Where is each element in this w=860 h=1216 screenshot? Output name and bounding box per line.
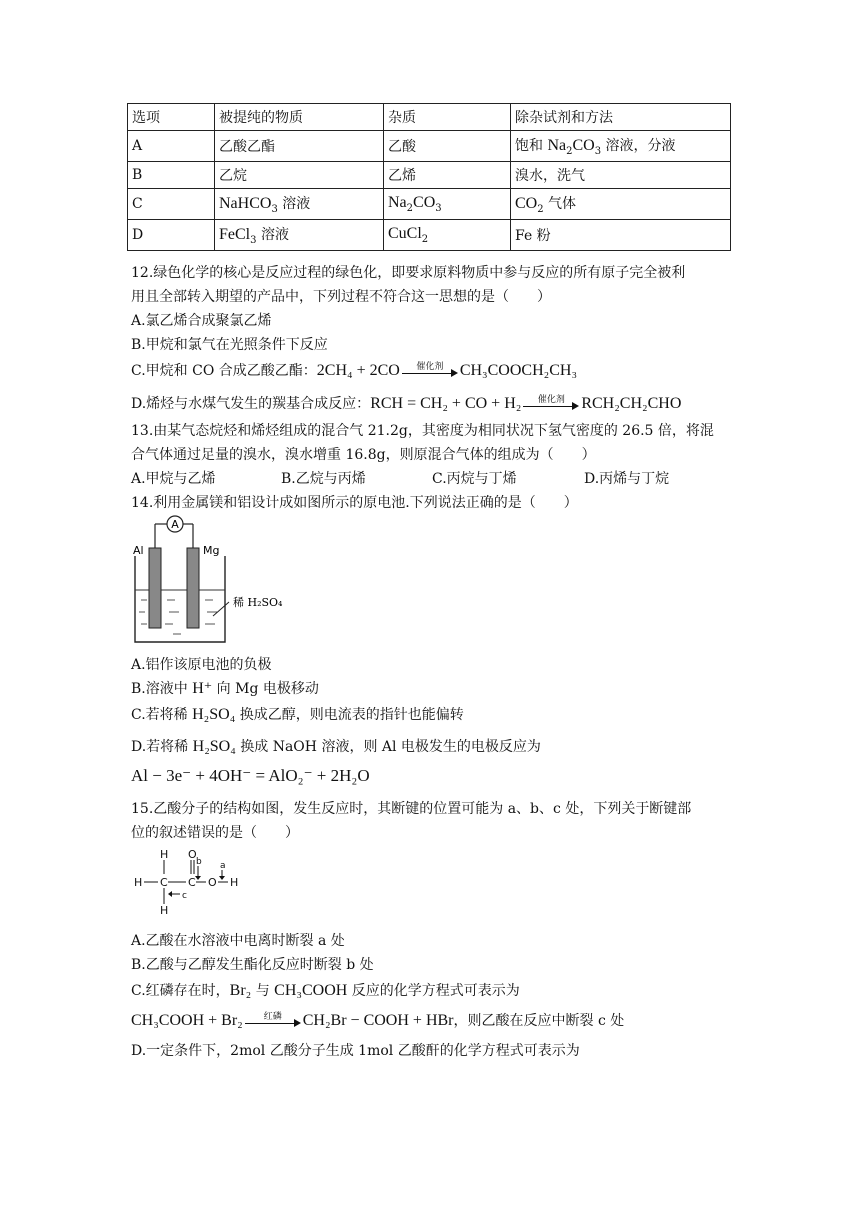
table-cell: 饱和 $Na_2CO_3$ 溶液，分液 — [511, 131, 731, 162]
table-cell: CuCl$_2$ — [384, 220, 511, 251]
q14-option-c: C.若将稀 H₂SO₄ 换成乙醇，则电流表的指针也能偏转 — [131, 706, 464, 723]
break-label-b: b — [196, 857, 202, 867]
q12-option-b: B.甲烷和氯气在光照条件下反应 — [131, 337, 328, 353]
galvanic-cell-figure — [129, 514, 299, 648]
catalyst-arrow: 催化剂 — [523, 397, 579, 411]
options-table — [127, 103, 731, 251]
q15-stem-line2: 位的叙述错误的是（ ） — [131, 825, 299, 841]
equation-product: CH₃COOCH₂CH₃ — [459, 362, 578, 379]
table-cell: C — [128, 189, 215, 220]
table-cell: Fe 粉 — [511, 220, 731, 251]
svg-text:C: C — [160, 876, 168, 889]
q14-stem: 14.利用金属镁和铝设计成如图所示的原电池.下列说法正确的是（ ） — [131, 495, 578, 511]
svg-text:H: H — [160, 848, 169, 861]
table-cell: 乙烷 — [215, 162, 384, 189]
svg-text:H: H — [230, 876, 239, 889]
break-label-c: c — [182, 891, 187, 901]
q15-option-c: C.红磷存在时，Br₂ 与 CH₃COOH 反应的化学方程式可表示为 — [131, 982, 520, 999]
al-label: Al — [133, 544, 144, 557]
q14-option-d: D.若将稀 H₂SO₄ 换成 NaOH 溶液，则 Al 电极发生的电极反应为 — [131, 738, 541, 755]
table-cell: 乙酸 — [384, 131, 511, 162]
table-cell: $CO_2$ 气体 — [511, 189, 731, 220]
table-cell: $Na_2CO_3$ — [384, 189, 511, 220]
svg-text:O: O — [188, 848, 197, 861]
q13-option-b: B.乙烷与丙烯 — [281, 471, 366, 487]
q13-stem-line1: 13.由某气态烷烃和烯烃组成的混合气 21.2g，其密度为相同状况下氢气密度的 26.5 倍，将混 — [131, 423, 714, 439]
table-row — [128, 131, 731, 162]
svg-text:C: C — [188, 876, 196, 889]
q12-stem-line2: 用且全部转入期望的产品中，下列过程不符合这一思想的是（ ） — [131, 289, 551, 305]
q15-option-a: A.乙酸在水溶液中电离时断裂 a 处 — [131, 933, 345, 949]
ammeter-label: A — [171, 518, 179, 531]
acid-label: 稀 H₂SO₄ — [233, 596, 283, 609]
table-header-cell: 被提纯的物质 — [215, 104, 384, 131]
table-row — [128, 220, 731, 251]
q15-option-d: D.一定条件下，2mol 乙酸分子生成 1mol 乙酸酐的化学方程式可表示为 — [131, 1043, 580, 1059]
svg-text:H: H — [134, 876, 143, 889]
equation-reactants: RCH = CH₂ + CO + H₂ — [370, 395, 522, 412]
mg-label: Mg — [203, 544, 220, 557]
table-header-cell: 除杂试剂和方法 — [511, 104, 731, 131]
table-row — [128, 189, 731, 220]
table-header-cell: 杂质 — [384, 104, 511, 131]
q12-option-a: A.氯乙烯合成聚氯乙烯 — [131, 313, 272, 329]
svg-text:H: H — [160, 904, 169, 916]
table-cell: 溴水，洗气 — [511, 162, 731, 189]
q15-stem-line1: 15.乙酸分子的结构如图，发生反应时，其断键的位置可能为 a、b、c 处，下列关于断键部 — [131, 801, 692, 817]
equation-product: CH₂Br − COOH + HBr — [302, 1012, 454, 1029]
q13-option-d: D.丙烯与丁烷 — [584, 471, 670, 487]
table-row — [128, 162, 731, 189]
mg-electrode — [187, 548, 199, 628]
svg-text:O: O — [208, 876, 217, 889]
equation-reactants: 2CH₄ + 2CO — [316, 362, 400, 379]
q12-option-d: D.烯烃与水煤气发生的羰基合成反应：RCH = CH₂ + CO + H₂ 催化剂 RCH₂CH₂CHO — [131, 395, 682, 412]
table-cell: 乙烯 — [384, 162, 511, 189]
table-cell: NaHCO$_3$ 溶液 — [215, 189, 384, 220]
acetic-acid-structure-figure — [132, 846, 252, 916]
catalyst-arrow: 催化剂 — [402, 364, 458, 378]
q15-option-c-equation: CH₃COOH + Br₂ 红磷 CH₂Br − COOH + HBr，则乙酸在反应中断裂 c 处 — [131, 1012, 625, 1029]
break-label-a: a — [220, 861, 226, 871]
al-electrode — [149, 548, 161, 628]
catalyst-arrow: 红磷 — [245, 1014, 301, 1028]
q13-option-c: C.丙烷与丁烯 — [432, 471, 517, 487]
q12-option-c: C.甲烷和 CO 合成乙酸乙酯：2CH₄ + 2CO 催化剂 CH₃COOCH₂CH₃ — [131, 362, 578, 379]
table-header-row — [128, 104, 731, 131]
q14-option-b: B.溶液中 H⁺ 向 Mg 电极移动 — [131, 680, 319, 697]
table-cell: D — [128, 220, 215, 251]
table-cell: 乙酸乙酯 — [215, 131, 384, 162]
equation-product: RCH₂CH₂CHO — [581, 395, 682, 412]
table-cell: FeCl$_3$ 溶液 — [215, 220, 384, 251]
equation-reactants: CH₃COOH + Br₂ — [131, 1012, 243, 1029]
q14-option-a: A.铝作该原电池的负极 — [131, 657, 272, 673]
table-cell: A — [128, 131, 215, 162]
q13-option-a: A.甲烷与乙烯 — [131, 471, 216, 487]
q14-electrode-equation: Al − 3e⁻ + 4OH⁻ = AlO₂⁻ + 2H₂O — [131, 766, 370, 785]
q12-stem-line1: 12.绿色化学的核心是反应过程的绿色化，即要求原料物质中参与反应的所有原子完全被利 — [131, 265, 686, 281]
table-cell: B — [128, 162, 215, 189]
table-header-cell: 选项 — [128, 104, 215, 131]
q15-option-b: B.乙酸与乙醇发生酯化反应时断裂 b 处 — [131, 957, 374, 973]
q13-stem-line2: 合气体通过足量的溴水，溴水增重 16.8g，则原混合气体的组成为（ ） — [131, 447, 596, 463]
